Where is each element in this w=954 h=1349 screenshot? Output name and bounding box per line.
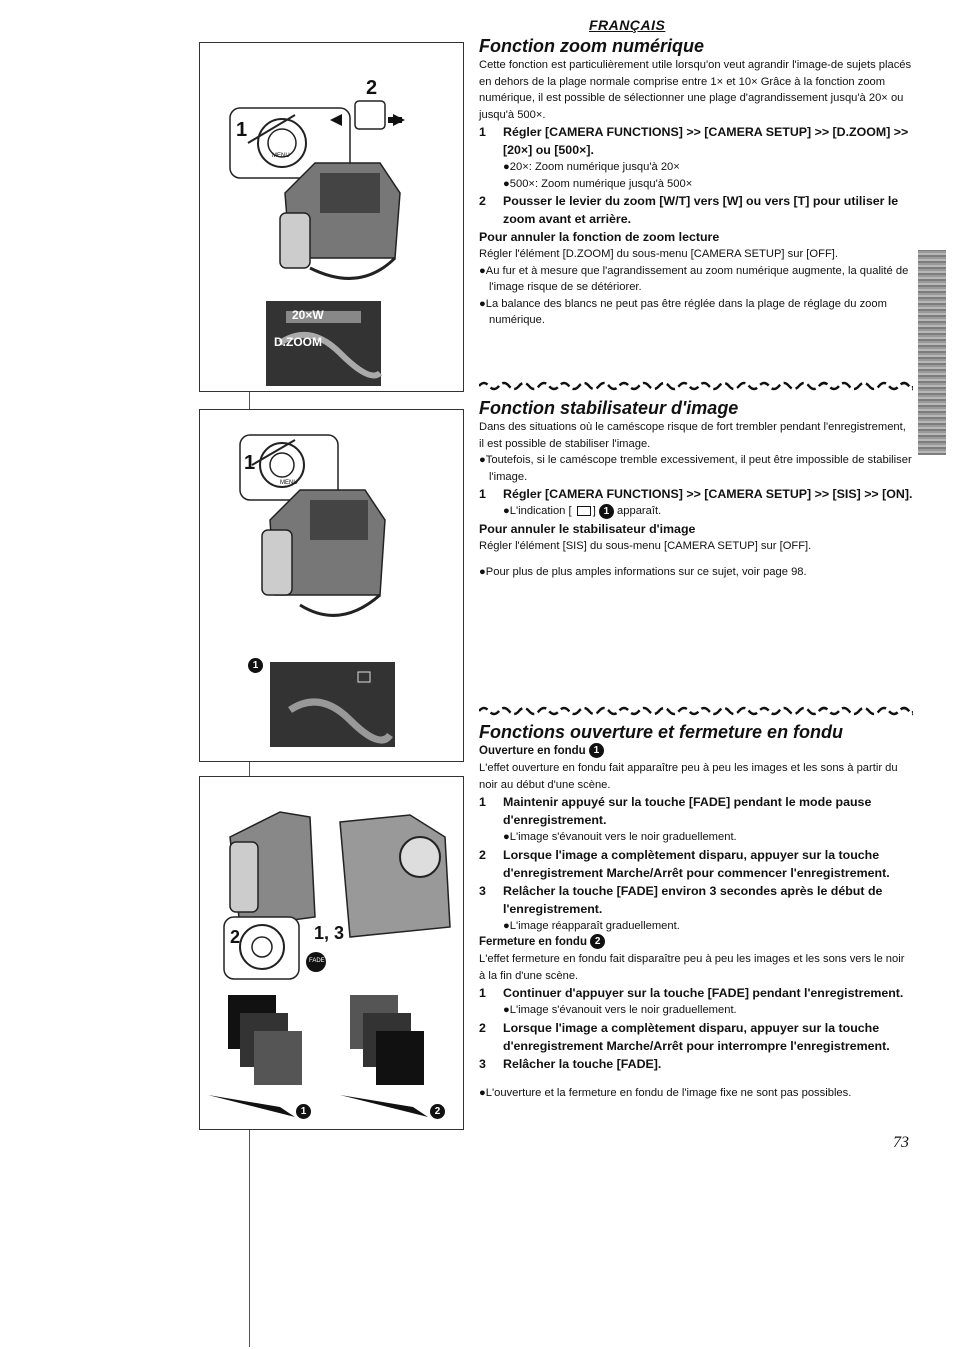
fade-out-step1-bullet: ●L'image s'évanouit vers le noir graduellement. [503,1004,737,1016]
fade-in-intro: L'effet ouverture en fondu fait apparaître peu à peu les images et les sons à partir du noir au début d'une scène. [479,762,898,791]
figure3-step-2-label: 2 [230,927,241,947]
figure1-step-2-label: 2 [366,77,378,99]
section-title-fade: Fonctions ouverture et fermeture en fondu [479,722,844,742]
fade-out-marker: 2 [430,1104,445,1119]
fade-in-step-2 [479,846,913,882]
figure-zoom-illustration [199,42,464,392]
indicator-text-post: apparaît. [617,505,662,517]
section-divider-wavy-2 [479,706,913,716]
step-number: 2 [479,847,486,862]
fade-out-step-2 [479,1019,913,1055]
language-header: FRANÇAIS [589,17,666,33]
step-number: 1 [479,487,486,501]
section-divider-wavy-1 [479,381,913,391]
fade-in-step3-bullet: ●L'image réapparaît graduellement. [503,919,680,932]
menu-button-label-2: MENU [280,480,298,486]
section-fade [479,721,913,1101]
indicator-marker-1: 1 [599,504,614,519]
step-text: Pousser le levier du zoom [W/T] vers [W] ou vers [T] pour utiliser le zoom avant et arrière. [503,194,899,226]
section-title-zoom: Fonction zoom numérique [479,36,704,56]
fade-out-intro: L'effet fermeture en fondu fait disparaître peu à peu les images et les sons vers le noir à la fin d'une scène. [479,953,905,982]
zoom-step-2 [479,192,913,228]
zoom-step-1 [479,123,913,159]
fade-button-label: FADE [309,958,325,964]
menu-button-label: MENU [272,153,290,159]
step-text: Relâcher la touche [FADE] environ 3 secondes après le début de l'enregistrement. [503,883,883,916]
step-text: Continuer d'appuyer sur la touche [FADE] pendant l'enregistrement. [503,986,904,1000]
figure3-step-1-3-label: 1, 3 [314,923,345,943]
stabilizer-indicator-marker: 1 [248,658,263,673]
fade-out-heading-text: Fermeture en fondu [479,936,587,948]
figure-stabilizer-illustration [199,409,464,762]
side-thumb-tab [918,250,946,455]
figure-fade-illustration [199,776,464,1130]
step-number: 3 [479,1056,486,1071]
section-stabilizer [479,397,913,581]
zoom-note-white-balance: ●La balance des blancs ne peut pas être réglée dans la plage de réglage du zoom numérique. [479,297,887,326]
stab-cancel-heading: Pour annuler le stabilisateur d'image [479,521,696,536]
zoom-intro: Cette fonction est particulièrement utile lorsqu'on veut agrandir l'image-de sujets placés en dehors de la plage normale comprise entre 1× et 10× Grâce à la fonction zoom numérique, il est possible de sélectionner une plage d'agrandissement jusqu'à 20× ou jusqu'à 500×. [479,59,912,121]
stab-step-1 [479,485,913,503]
step-number: 1 [479,986,486,1000]
fade-in-heading-text: Ouverture en fondu [479,745,586,757]
dzoom-display-readout: D.ZOOM [274,335,322,349]
fade-in-step-3 [479,882,913,918]
fade-out-step-3 [479,1055,913,1073]
camcorder-stabilizer-drawing [200,410,464,762]
camcorder-fade-drawing [200,777,464,1130]
fade-in-heading [479,743,913,760]
stab-cancel-text: Régler l'élément [SIS] du sous-menu [CAMERA SETUP] sur [OFF]. [479,539,812,552]
fade-in-marker: 1 [296,1104,311,1119]
section-zoom [479,35,913,329]
step-text: Régler [CAMERA FUNCTIONS] >> [CAMERA SETUP] >> [D.ZOOM] >> [20×] ou [500×]. [503,125,909,157]
stab-note-reference: ●Pour plus de plus amples informations sur ce sujet, voir page 98. [479,566,807,578]
figure2-step-1-label: 1 [244,452,256,474]
step-text: Régler [CAMERA FUNCTIONS] >> [CAMERA SETUP] >> [SIS] >> [ON]. [503,487,913,501]
stab-intro: Dans des situations où le caméscope risque de fort trembler pendant l'enregistrement, il est possible de stabiliser l'image. [479,421,906,450]
stab-step1-bullet: ●L'indication [ ] 1 apparaît. [503,505,662,517]
fade-in-heading-marker: 1 [589,743,604,758]
step-text: Lorsque l'image a complètement disparu, appuyer sur la touche d'enregistrement Marche/Arrêt pour commencer l'enregistrement. [503,847,890,880]
step-text: Maintenir appuyé sur la touche [FADE] pendant le mode pause d'enregistrement. [503,795,872,827]
zoom-display-readout: 20×W [292,308,324,322]
stab-note-shake: ●Toutefois, si le caméscope tremble excessivement, il peut être impossible de stabiliser l'image. [479,454,912,483]
fade-in-step-1 [479,793,913,829]
stabilizer-indicator-icon [577,506,591,516]
step-number: 2 [479,194,486,208]
step-text: Relâcher la touche [FADE]. [503,1056,662,1071]
step-number: 1 [479,125,486,139]
fade-note-still-image: ●L'ouverture et la fermeture en fondu de l'image fixe ne sont pas possibles. [479,1086,852,1099]
zoom-cancel-text: Régler l'élément [D.ZOOM] du sous-menu [CAMERA SETUP] sur [OFF]. [479,248,838,260]
step-number: 3 [479,883,486,898]
figure1-step-1-label: 1 [236,119,248,141]
section-title-stabilizer: Fonction stabilisateur d'image [479,398,739,418]
camcorder-zoom-drawing [200,43,464,392]
page-number: 73 [893,1134,909,1151]
step-number: 2 [479,1020,486,1035]
fade-in-step1-bullet: ●L'image s'évanouit vers le noir graduellement. [503,831,737,843]
step-text: Lorsque l'image a complètement disparu, appuyer sur la touche d'enregistrement Marche/Arrêt pour interrompre l'enregistrement. [503,1020,890,1053]
zoom-note-quality: ●Au fur et à mesure que l'agrandissement au zoom numérique augmente, la qualité de l'image risque de se détériorer. [479,264,909,293]
fade-out-heading-marker: 2 [590,934,605,949]
indicator-text-pre: ●L'indication [ [503,505,572,517]
zoom-step1-bullet-20x: ●20×: Zoom numérique jusqu'à 20× [503,161,680,173]
fade-out-step-1 [479,984,913,1002]
fade-out-heading [479,934,913,951]
step-number: 1 [479,795,486,809]
zoom-step1-bullet-500x: ●500×: Zoom numérique jusqu'à 500× [503,177,693,190]
zoom-cancel-heading: Pour annuler la fonction de zoom lecture [479,230,720,244]
